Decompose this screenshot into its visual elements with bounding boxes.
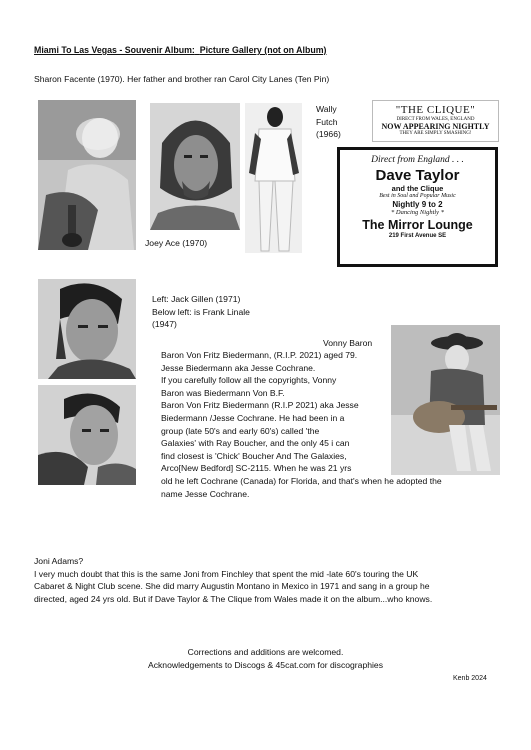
photo-frank-linale [38, 385, 136, 485]
ad-mirror-lounge: Direct from England . . . Dave Taylor and the Clique Best in Soul and Popular Music Nightly 9 to 2 * Dancing Nightly * The Mirror Lounge 219 First Avenue SE [337, 147, 498, 267]
caption-vonny: Vonny Baron [323, 338, 373, 348]
photo-sharon-facente [38, 100, 136, 250]
credit: Kenb 2024 [453, 675, 487, 682]
page-title: Miami To Las Vegas - Souvenir Album: Picture Gallery (not on Album) [34, 45, 327, 55]
photo-jack-gillen [38, 279, 136, 379]
caption-wally: Wally Futch (1966) [316, 104, 341, 140]
footer: Corrections and additions are welcomed. Acknowledgements to Discogs & 45cat.com for discographies [147, 647, 383, 670]
caption-jack-frank: Left: Jack Gillen (1971) Below left: is Frank Linale (1947) [152, 294, 250, 330]
photo-wally-futch [245, 103, 302, 253]
photo-joey-ace [150, 103, 240, 230]
ad-the-clique: "THE CLIQUE" DIRECT FROM WALES, ENGLAND NOW APPEARING NIGHTLY THEY ARE SIMPLY SMASHING! [372, 100, 499, 142]
joni-section: Joni Adams? I very much doubt that this is the same Joni from Finchley that spent the mid -late 60's touring the UK Cabaret & Night Club scene. She did marry Augustin Montano in Mexico in 1971 and sang in a group he directed, aged 24 yrs old. But if Dave Taylor & The Clique from Wales made it on the album...who knows. [34, 556, 433, 604]
vonny-text: Baron Von Fritz Biedermann, (R.I.P. 2021) aged 79. Jesse Biedermann aka Jesse Cochrane. If you carefully follow all the copyrights, Vonny Baron was Biedermann Von B.F. Baron Von Fritz Biedermann (R.I.P 2021) aka Jesse Biedermann /Jesse Cochrane. He had been in a group (late 50's and early 60's) called 'the Galaxies' with Ray Boucher, and the only 45 i can find closest is 'Chick' Boucher And The Galaxies, Arco[New Bedford] SC-2115. When he was 21 yrs old he left Cochrane (Canada) for Florida, and that's when he adopted the name Jesse Cochrane. [161, 350, 442, 499]
caption-sharon: Sharon Facente (1970). Her father and brother ran Carol City Lanes (Ten Pin) [34, 74, 330, 84]
caption-joey: Joey Ace (1970) [145, 238, 208, 248]
